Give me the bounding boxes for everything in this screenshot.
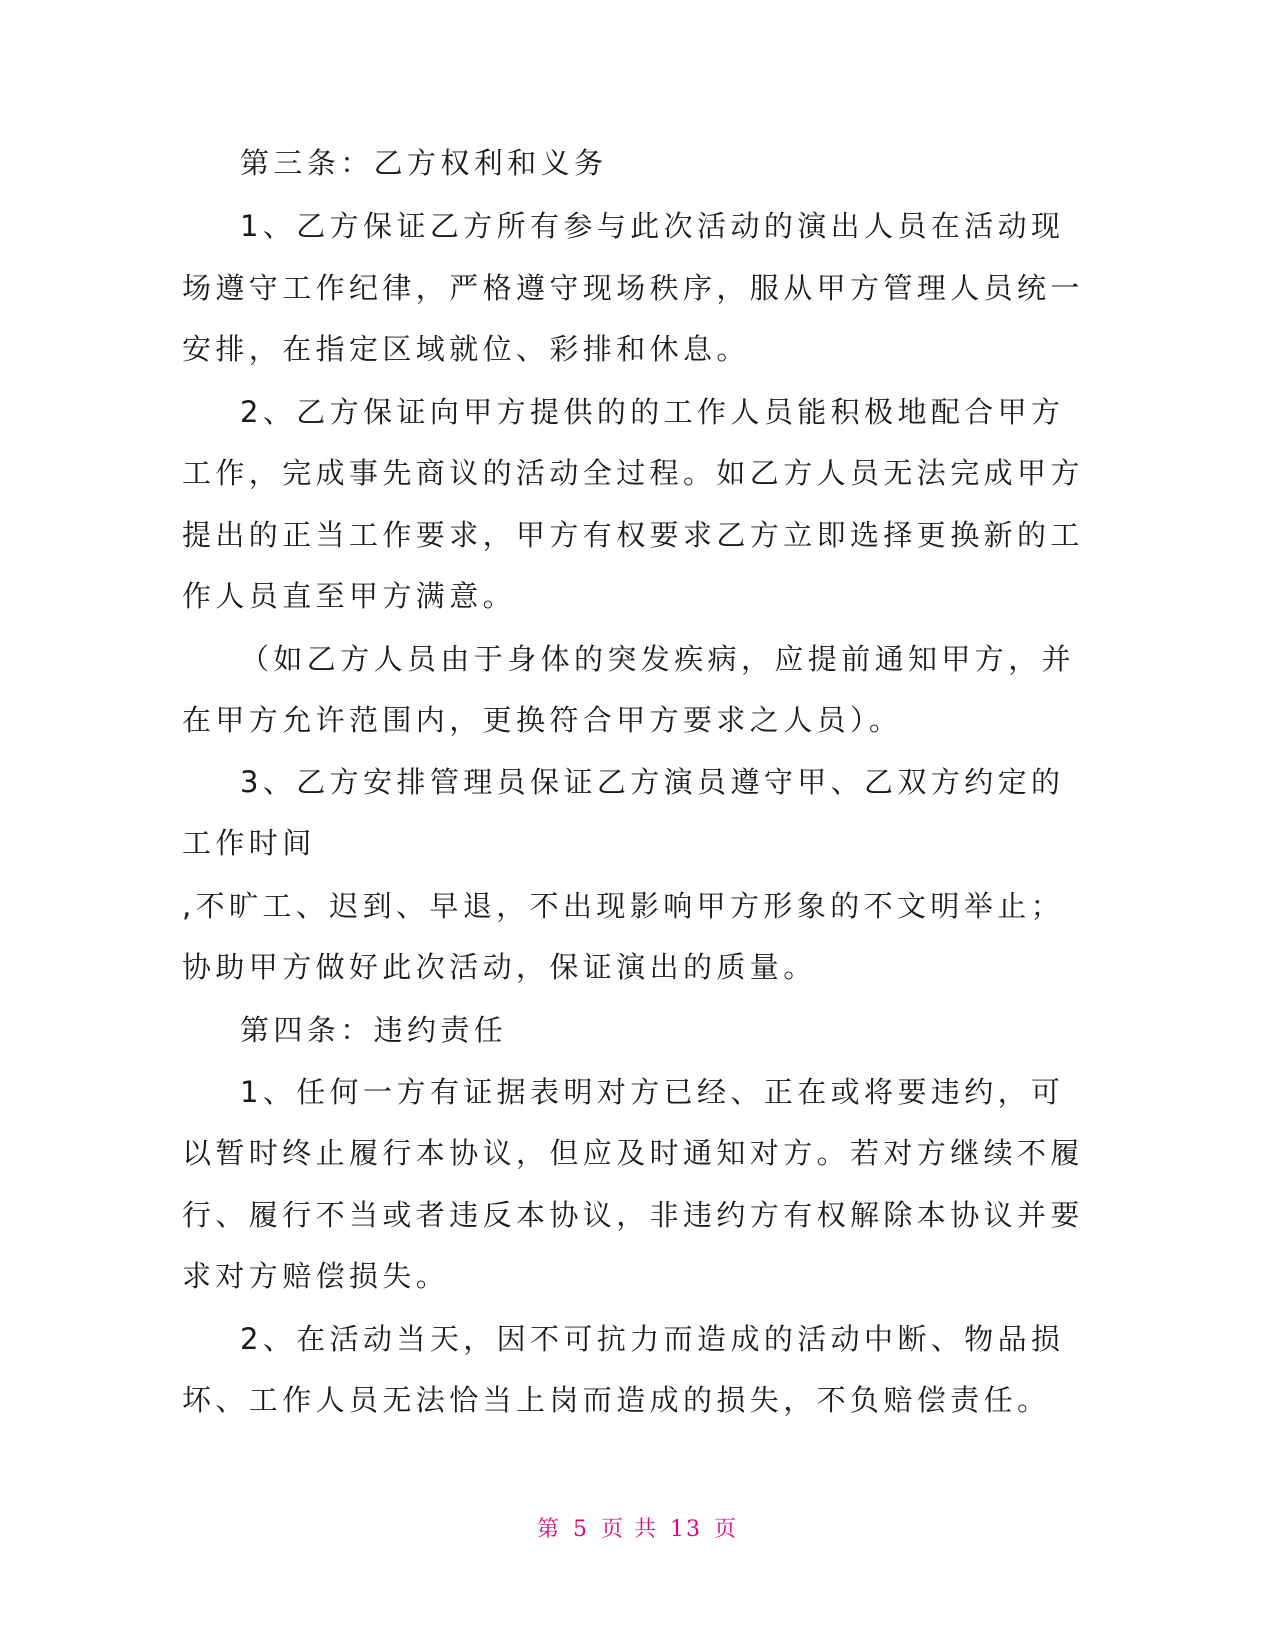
paragraph-line: 安排，在指定区域就位、彩排和休息。 [182,332,750,366]
paragraph-line: 场遵守工作纪律，严格遵守现场秩序，服从甲方管理人员统一 [182,271,1084,305]
paragraph-line: 求对方赔偿损失。 [182,1259,450,1293]
paragraph-line: 协助甲方做好此次活动，保证演出的质量。 [182,950,817,984]
footer-suffix: 页 [714,1517,739,1542]
paragraph-line: 在甲方允许范围内，更换符合甲方要求之人员）。 [182,703,903,737]
paragraph-line: 3、乙方安排管理员保证乙方演员遵守甲、乙双方约定的 [240,765,1065,799]
paragraph-line: 作人员直至甲方满意。 [182,579,517,613]
section-heading-3: 第三条：乙方权利和义务 [240,146,608,180]
paragraph-line: 2、乙方保证向甲方提供的的工作人员能积极地配合甲方 [240,395,1065,429]
footer-total-pages: 13 [670,1517,702,1542]
footer-prefix: 第 [536,1517,561,1542]
footer-middle: 页 共 [601,1517,658,1542]
paragraph-line: 2、在活动当天，因不可抗力而造成的活动中断、物品损 [240,1322,1065,1356]
paragraph-line: 行、履行不当或者违反本协议，非违约方有权解除本协议并要 [182,1198,1084,1232]
paragraph-line: ,不旷工、迟到、早退，不出现影响甲方形象的不文明举止； [182,889,1065,923]
footer-page-number: 5 [573,1517,589,1542]
paragraph-line: 1、乙方保证乙方所有参与此次活动的演出人员在活动现 [240,209,1065,243]
paragraph-line: 提出的正当工作要求，甲方有权要求乙方立即选择更换新的工 [182,518,1084,552]
page-footer [0,1512,1275,1543]
paragraph-line: 工作时间 [182,826,316,860]
section-heading-4: 第四条：违约责任 [240,1013,508,1047]
paragraph-line: 以暂时终止履行本协议，但应及时通知对方。若对方继续不履 [182,1136,1084,1170]
paragraph-line: 工作，完成事先商议的活动全过程。如乙方人员无法完成甲方 [182,456,1084,490]
paragraph-line: （如乙方人员由于身体的突发疾病，应提前通知甲方，并 [240,642,1076,676]
paragraph-line: 1、任何一方有证据表明对方已经、正在或将要违约，可 [240,1075,1065,1109]
paragraph-line: 坏、工作人员无法恰当上岗而造成的损失，不负赔偿责任。 [182,1383,1051,1417]
